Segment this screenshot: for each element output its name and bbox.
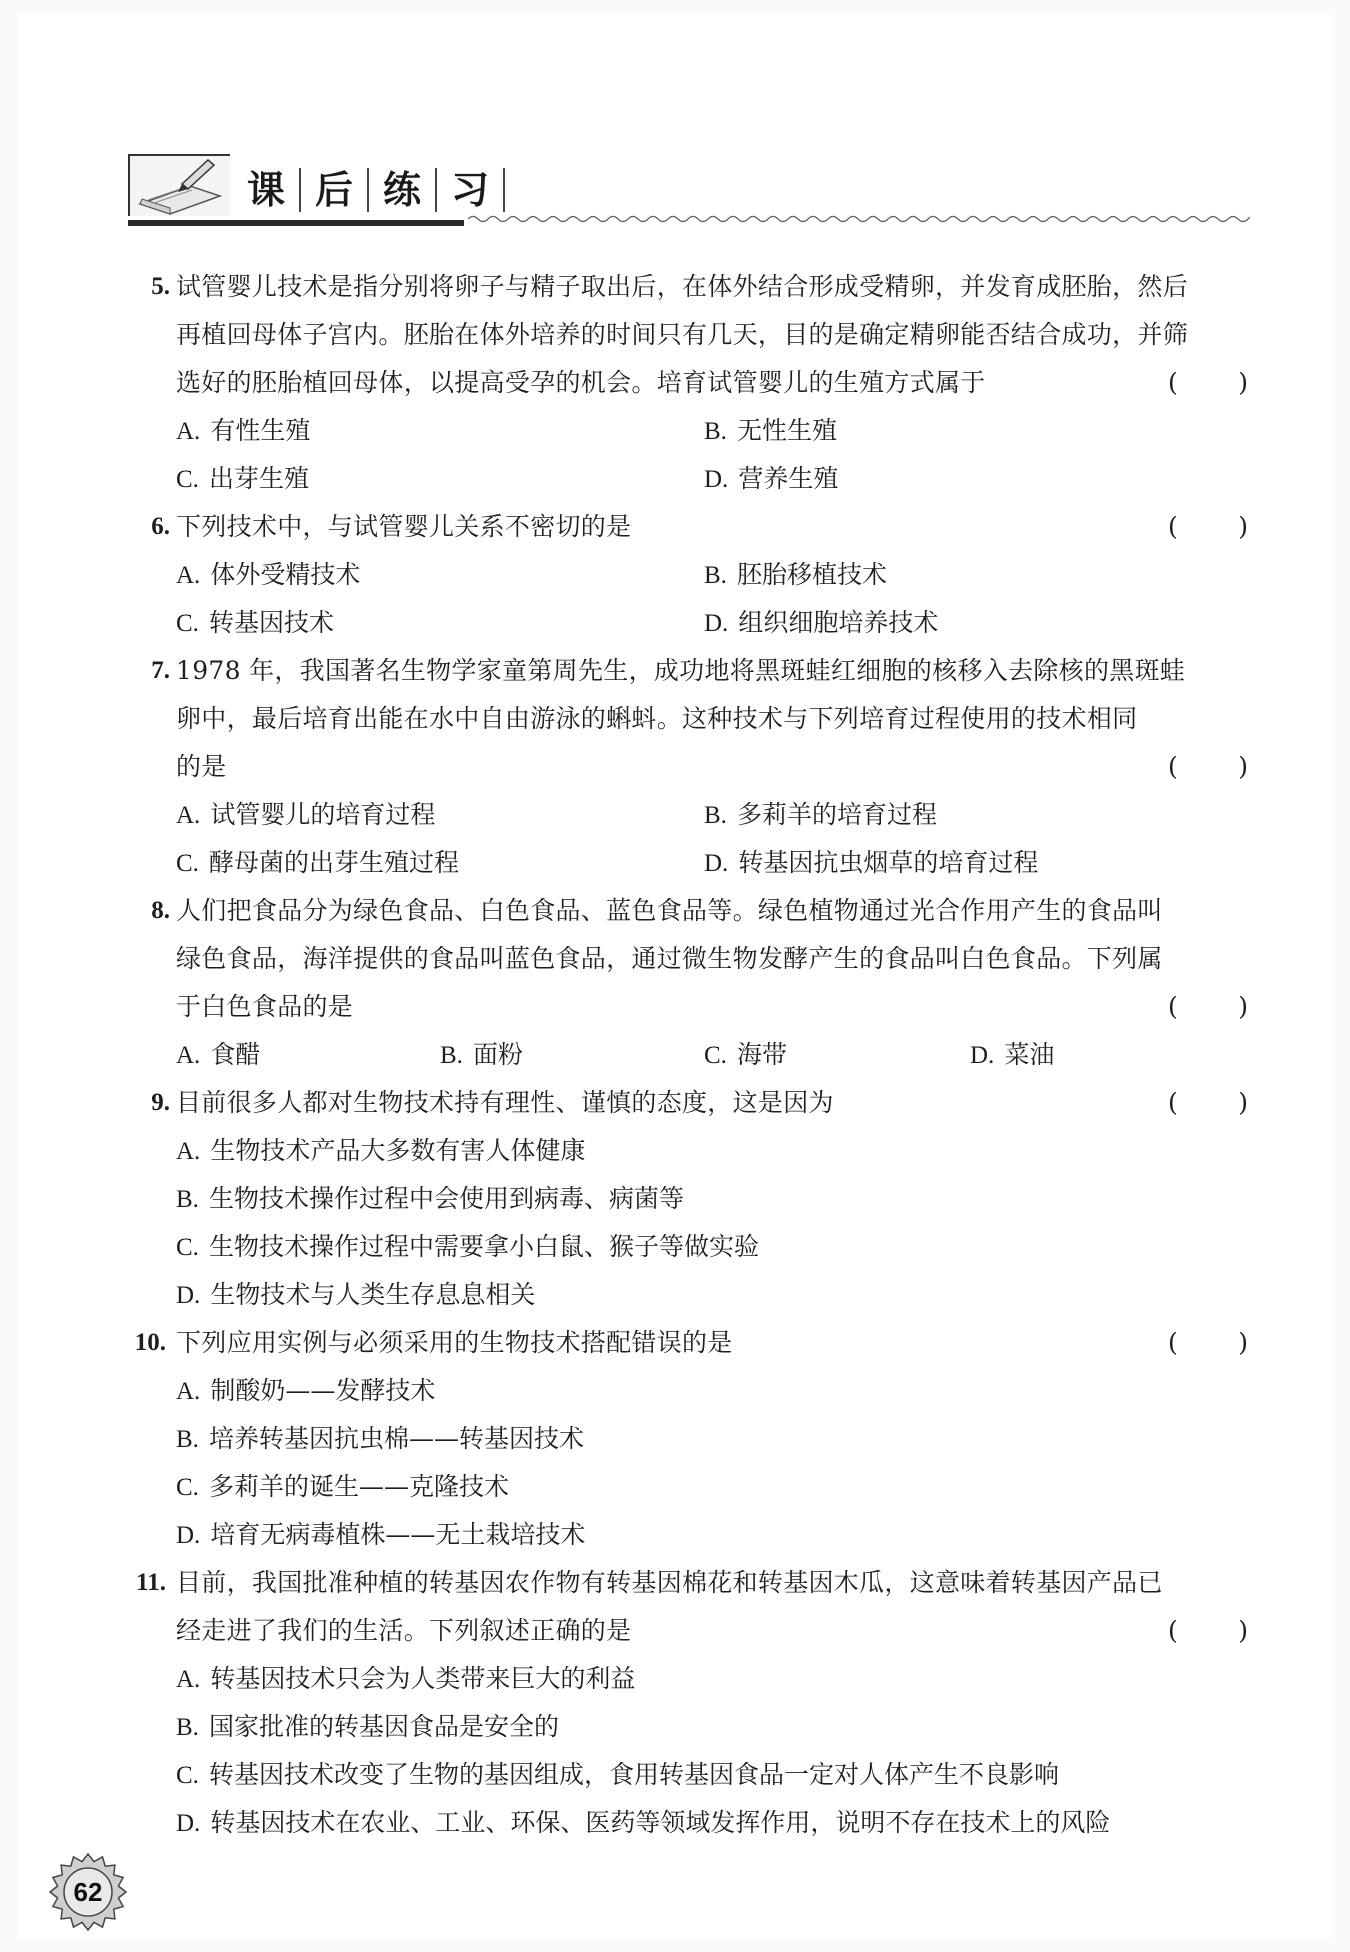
option-text: 菜油: [1004, 1040, 1055, 1069]
option-text: 转基因抗虫烟草的培育过程: [738, 848, 1039, 877]
question-number: 7.: [151, 657, 170, 684]
option-text: 有性生殖: [210, 416, 311, 445]
option-letter: D.: [176, 1282, 201, 1309]
question-text-line: 下列应用实例与必须采用的生物技术搭配错误的是: [176, 1328, 733, 1357]
option-text: 转基因技术: [208, 608, 334, 637]
question-number: 11.: [136, 1569, 166, 1596]
pencil-book-icon: [128, 154, 230, 216]
option-a[interactable]: [176, 1134, 585, 1169]
option-text: 试管婴儿的培育过程: [210, 800, 436, 829]
option-c[interactable]: [176, 1470, 509, 1505]
option-letter: B.: [176, 1714, 199, 1741]
option-letter: C.: [176, 1234, 199, 1261]
bracket-left: (: [1168, 992, 1178, 1021]
option-text: 海带: [736, 1040, 787, 1069]
question-text-line: 于白色食品的是: [176, 992, 354, 1021]
option-text: 酵母菌的出芽生殖过程: [208, 848, 459, 877]
option-b[interactable]: [176, 1182, 684, 1217]
option-d[interactable]: [970, 1038, 1054, 1073]
question-text-line: 经走进了我们的生活。下列叙述正确的是: [176, 1616, 632, 1645]
question-text-line: 绿色食品，海洋提供的食品叫蓝色食品，通过微生物发酵产生的食品叫白色食品。下列属: [176, 944, 1163, 973]
option-c[interactable]: [176, 1758, 1059, 1793]
option-text: 组织细胞培养技术: [738, 608, 939, 637]
question-text-line: 的是: [176, 752, 227, 781]
option-c[interactable]: [176, 846, 459, 881]
option-letter: A.: [176, 562, 201, 589]
option-text: 营养生殖: [738, 464, 839, 493]
answer-blank[interactable]: [1168, 1086, 1248, 1120]
question-text-line: 1978 年，我国著名生物学家童第周先生，成功地将黑斑蛙红细胞的核移入去除核的黑斑蛙: [176, 656, 1186, 685]
option-letter: B.: [176, 1426, 199, 1453]
option-text: 生物技术与人类生存息息相关: [210, 1280, 536, 1309]
answer-blank[interactable]: [1168, 510, 1248, 544]
option-a[interactable]: [176, 1038, 260, 1073]
bracket-left: (: [1168, 368, 1178, 397]
answer-blank[interactable]: [1168, 990, 1248, 1024]
option-letter: C.: [176, 1474, 199, 1501]
title-char: 习: [437, 168, 505, 212]
option-text: 培育无病毒植株——无土栽培技术: [210, 1520, 586, 1549]
answer-blank[interactable]: [1168, 1326, 1248, 1360]
page-number-badge: [48, 1852, 128, 1932]
option-text: 生物技术产品大多数有害人体健康: [210, 1136, 586, 1165]
option-text: 制酸奶——发酵技术: [210, 1376, 436, 1405]
option-a[interactable]: [176, 1662, 635, 1697]
question-text-line: 试管婴儿技术是指分别将卵子与精子取出后，在体外结合形成受精卵，并发育成胚胎，然后: [176, 272, 1189, 301]
option-d[interactable]: [704, 846, 1038, 881]
option-letter: B.: [704, 418, 727, 445]
header-wave-divider: [468, 212, 1250, 226]
option-text: 多莉羊的培育过程: [736, 800, 937, 829]
option-text: 食醋: [210, 1040, 261, 1069]
bracket-left: (: [1168, 1088, 1178, 1117]
option-b[interactable]: [704, 558, 887, 593]
option-d[interactable]: [176, 1278, 535, 1313]
option-a[interactable]: [176, 798, 435, 833]
option-a[interactable]: [176, 1374, 435, 1409]
question-text-line: 目前，我国批准种植的转基因农作物有转基因棉花和转基因木瓜，这意味着转基因产品已: [176, 1568, 1163, 1597]
bracket-right: ): [1238, 1088, 1248, 1117]
option-d[interactable]: [704, 462, 838, 497]
option-c[interactable]: [704, 1038, 787, 1073]
page-number: 62: [73, 1876, 103, 1907]
answer-blank[interactable]: [1168, 366, 1248, 400]
option-letter: C.: [176, 850, 199, 877]
question-number: 6.: [151, 513, 170, 540]
bracket-left: (: [1168, 1616, 1178, 1645]
question-number: 10.: [134, 1329, 166, 1356]
option-text: 多莉羊的诞生——克隆技术: [208, 1472, 509, 1501]
option-text: 体外受精技术: [210, 560, 361, 589]
option-a[interactable]: [176, 414, 310, 449]
section-title: [233, 160, 505, 220]
question-number: 9.: [151, 1089, 170, 1116]
answer-blank[interactable]: [1168, 750, 1248, 784]
bracket-right: ): [1238, 368, 1248, 397]
option-c[interactable]: [176, 462, 309, 497]
option-text: 胚胎移植技术: [736, 560, 887, 589]
option-b[interactable]: [704, 798, 937, 833]
question-number: 5.: [151, 273, 170, 300]
header-underline: [128, 220, 464, 226]
bracket-right: ): [1238, 1616, 1248, 1645]
option-c[interactable]: [176, 1230, 759, 1265]
option-letter: C.: [176, 610, 199, 637]
section-header: [128, 150, 1250, 232]
option-a[interactable]: [176, 558, 360, 593]
option-letter: B.: [440, 1042, 463, 1069]
question-text-line: 再植回母体子宫内。胚胎在体外培养的时间只有几天，目的是确定精卵能否结合成功，并筛: [176, 320, 1189, 349]
question-number: 8.: [151, 897, 170, 924]
option-letter: B.: [704, 562, 727, 589]
option-text: 无性生殖: [736, 416, 837, 445]
option-text: 培养转基因抗虫棉——转基因技术: [208, 1424, 584, 1453]
bracket-right: ): [1238, 1328, 1248, 1357]
option-letter: D.: [970, 1042, 995, 1069]
bracket-right: ): [1238, 992, 1248, 1021]
option-letter: D.: [176, 1810, 201, 1837]
question-text-line: 人们把食品分为绿色食品、白色食品、蓝色食品等。绿色植物通过光合作用产生的食品叫: [176, 896, 1163, 925]
option-letter: D.: [704, 610, 729, 637]
option-letter: A.: [176, 1378, 201, 1405]
option-b[interactable]: [440, 1038, 523, 1073]
bracket-left: (: [1168, 752, 1178, 781]
option-c[interactable]: [176, 606, 334, 641]
option-d[interactable]: [704, 606, 938, 641]
option-letter: A.: [176, 802, 201, 829]
title-char: 后: [301, 168, 369, 212]
option-letter: A.: [176, 1042, 201, 1069]
option-letter: D.: [704, 466, 729, 493]
option-letter: C.: [176, 466, 199, 493]
question-text-line: 选好的胚胎植回母体，以提高受孕的机会。培育试管婴儿的生殖方式属于: [176, 368, 986, 397]
question-text-line: 目前很多人都对生物技术持有理性、谨慎的态度，这是因为: [176, 1088, 834, 1117]
option-letter: A.: [176, 418, 201, 445]
option-b[interactable]: [176, 1710, 559, 1745]
title-char: 课: [233, 168, 301, 212]
option-d[interactable]: [176, 1806, 1110, 1841]
option-letter: A.: [176, 1666, 201, 1693]
option-letter: B.: [176, 1186, 199, 1213]
answer-blank[interactable]: [1168, 1614, 1248, 1648]
option-letter: A.: [176, 1138, 201, 1165]
bracket-right: ): [1238, 512, 1248, 541]
option-text: 面粉: [472, 1040, 523, 1069]
option-b[interactable]: [176, 1422, 584, 1457]
option-text: 转基因技术改变了生物的基因组成，食用转基因食品一定对人体产生不良影响: [208, 1760, 1059, 1789]
option-text: 转基因技术只会为人类带来巨大的利益: [210, 1664, 636, 1693]
option-text: 出芽生殖: [208, 464, 309, 493]
question-text-line: 卵中，最后培育出能在水中自由游泳的蝌蚪。这种技术与下列培育过程使用的技术相同: [176, 704, 1138, 733]
option-b[interactable]: [704, 414, 837, 449]
option-d[interactable]: [176, 1518, 585, 1553]
option-text: 生物技术操作过程中会使用到病毒、病菌等: [208, 1184, 684, 1213]
bracket-left: (: [1168, 1328, 1178, 1357]
option-letter: D.: [704, 850, 729, 877]
bracket-left: (: [1168, 512, 1178, 541]
option-letter: C.: [176, 1762, 199, 1789]
title-char: 练: [369, 168, 437, 212]
option-letter: B.: [704, 802, 727, 829]
option-text: 生物技术操作过程中需要拿小白鼠、猴子等做实验: [208, 1232, 759, 1261]
bracket-right: ): [1238, 752, 1248, 781]
question-text-line: 下列技术中，与试管婴儿关系不密切的是: [176, 512, 632, 541]
option-letter: C.: [704, 1042, 727, 1069]
option-text: 国家批准的转基因食品是安全的: [208, 1712, 559, 1741]
option-letter: D.: [176, 1522, 201, 1549]
option-text: 转基因技术在农业、工业、环保、医药等领域发挥作用，说明不存在技术上的风险: [210, 1808, 1111, 1837]
